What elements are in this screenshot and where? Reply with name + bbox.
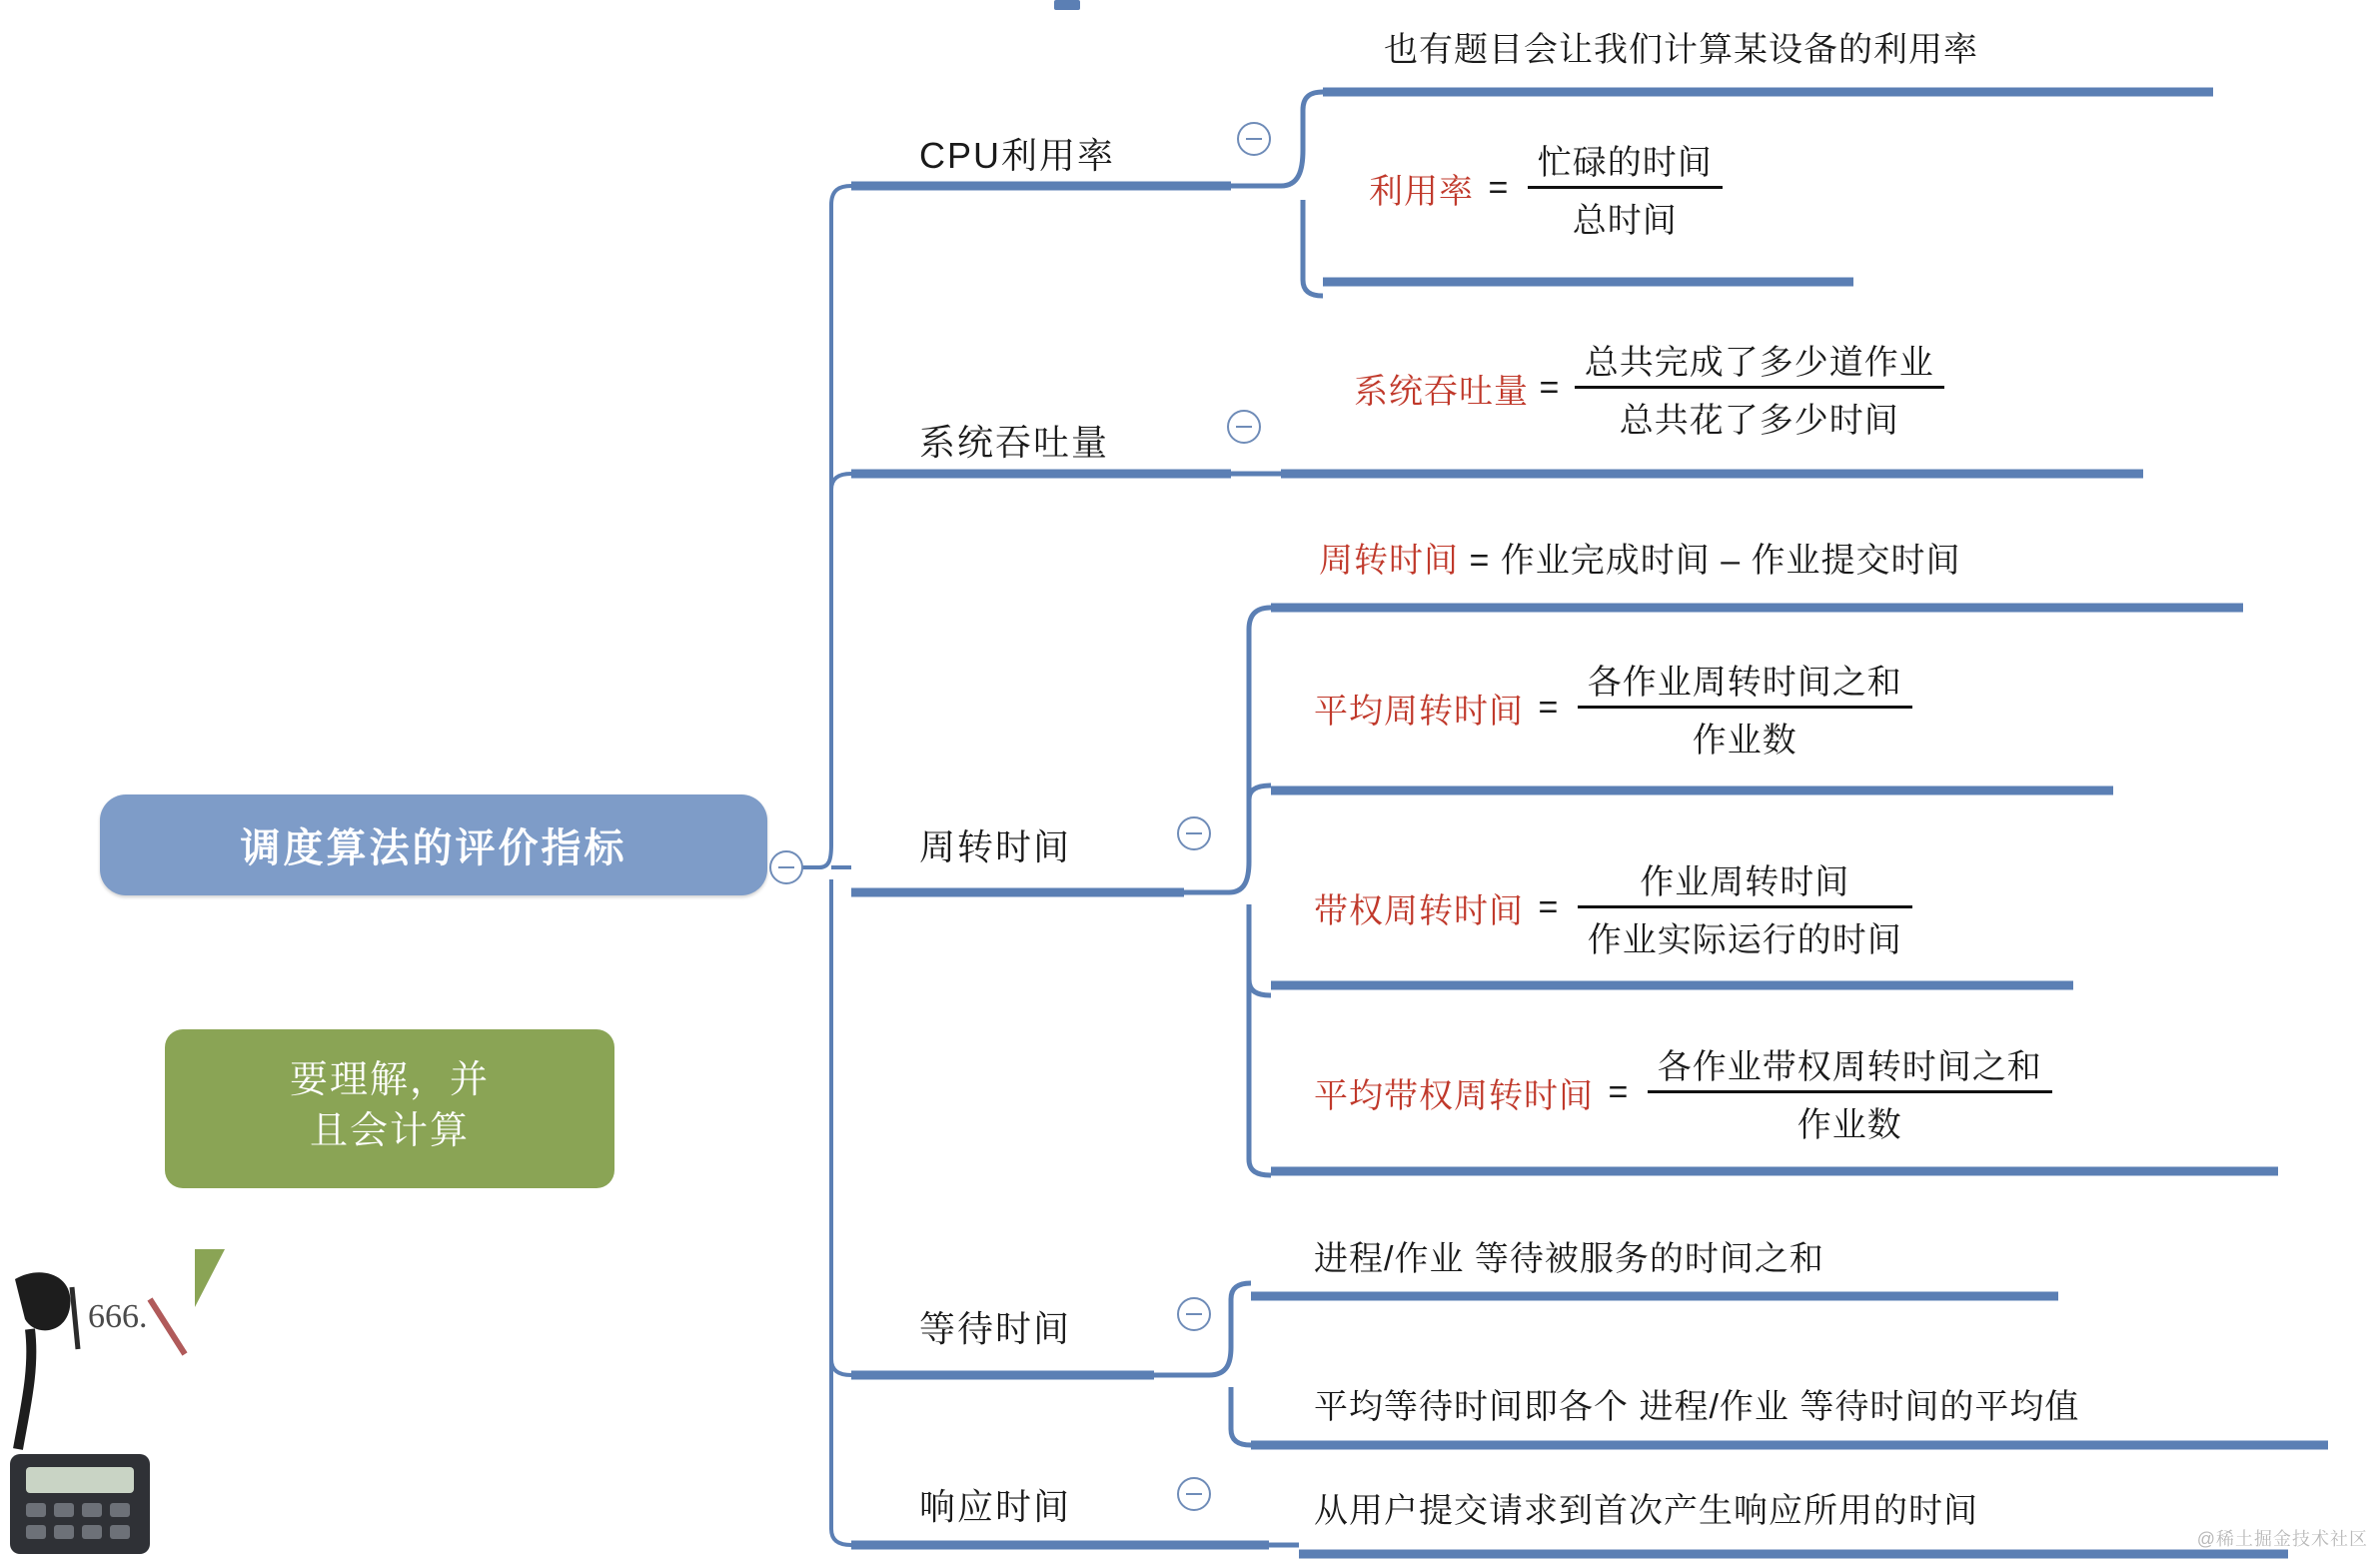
callout-line-2: 且会计算 <box>309 1110 470 1153</box>
leaf-system-throughput-formula[interactable] <box>1354 335 1948 442</box>
branch-toggle-response-time[interactable] <box>1177 1477 1211 1511</box>
root-collapse-toggle[interactable] <box>769 850 803 884</box>
formula-numerator: 作业周转时间 <box>1578 854 1912 908</box>
formula-equals: = <box>1539 369 1561 407</box>
formula-fraction <box>1528 135 1723 242</box>
formula-fraction <box>1578 655 1912 762</box>
formula-denominator: 总时间 <box>1572 202 1678 240</box>
formula-equals: = <box>1538 689 1560 727</box>
formula-fraction <box>1648 1039 2052 1146</box>
leaf-average-weighted-turnaround-formula[interactable] <box>1314 1039 2056 1146</box>
formula-lhs: 平均带权周转时间 <box>1314 1077 1594 1115</box>
formula-equals: = <box>1488 169 1510 207</box>
formula-numerator: 各作业周转时间之和 <box>1578 655 1912 709</box>
branch-toggle-cpu-utilization[interactable] <box>1237 122 1271 156</box>
formula-fraction <box>1575 335 1944 442</box>
leaf-turnaround-term: 周转时间 <box>1319 542 1459 580</box>
formula-numerator: 忙碌的时间 <box>1528 135 1723 189</box>
branch-toggle-system-throughput[interactable] <box>1227 410 1261 444</box>
callout-note <box>165 1029 614 1188</box>
leaf-turnaround-definition[interactable] <box>1319 533 1961 582</box>
formula-equals: = <box>1608 1073 1630 1111</box>
top-edge-marker <box>1054 0 1080 10</box>
formula-lhs: 利用率 <box>1369 173 1474 211</box>
leaf-waiting-time-definition[interactable]: 进程/作业 等待被服务的时间之和 <box>1314 1240 1824 1278</box>
branch-toggle-waiting-time[interactable] <box>1177 1297 1211 1331</box>
formula-lhs: 带权周转时间 <box>1314 892 1524 930</box>
leaf-turnaround-rest: = 作业完成时间 – 作业提交时间 <box>1459 542 1961 580</box>
branch-label-cpu-utilization[interactable]: CPU利用率 <box>919 135 1116 176</box>
branch-toggle-turnaround-time[interactable] <box>1177 816 1211 850</box>
callout-line-1: 要理解，并 <box>289 1059 490 1101</box>
leaf-cpu-utilization-formula[interactable] <box>1369 135 1727 242</box>
leaf-response-time-definition[interactable]: 从用户提交请求到首次产生响应所用的时间 <box>1314 1492 1978 1530</box>
formula-numerator: 总共完成了多少道作业 <box>1575 335 1944 389</box>
formula-numerator: 各作业带权周转时间之和 <box>1648 1039 2052 1093</box>
formula-lhs: 系统吞吐量 <box>1354 373 1529 411</box>
branch-label-system-throughput[interactable]: 系统吞吐量 <box>919 422 1110 463</box>
handwritten-scribble <box>0 1259 250 1559</box>
branch-label-turnaround-time[interactable]: 周转时间 <box>919 826 1072 867</box>
leaf-average-turnaround-formula[interactable] <box>1314 655 1916 762</box>
leaf-average-waiting-time[interactable]: 平均等待时间即各个 进程/作业 等待时间的平均值 <box>1314 1388 2080 1426</box>
leaf-weighted-turnaround-formula[interactable] <box>1314 854 1916 961</box>
formula-fraction <box>1578 854 1912 961</box>
formula-equals: = <box>1538 888 1560 926</box>
formula-lhs: 平均周转时间 <box>1314 693 1524 731</box>
scribble-text: 666. <box>88 1298 148 1335</box>
branch-label-waiting-time[interactable]: 等待时间 <box>919 1308 1072 1349</box>
root-node[interactable]: 调度算法的评价指标 <box>100 794 767 895</box>
branch-label-response-time[interactable]: 响应时间 <box>919 1486 1072 1527</box>
formula-denominator: 作业数 <box>1796 1106 1902 1144</box>
leaf-cpu-device-utilization-note[interactable]: 也有题目会让我们计算某设备的利用率 <box>1384 31 1978 69</box>
formula-denominator: 总共花了多少时间 <box>1619 402 1899 440</box>
formula-denominator: 作业数 <box>1692 722 1797 760</box>
formula-denominator: 作业实际运行的时间 <box>1587 921 1902 959</box>
watermark-text: @稀土掘金技术社区 <box>2196 1529 2368 1549</box>
